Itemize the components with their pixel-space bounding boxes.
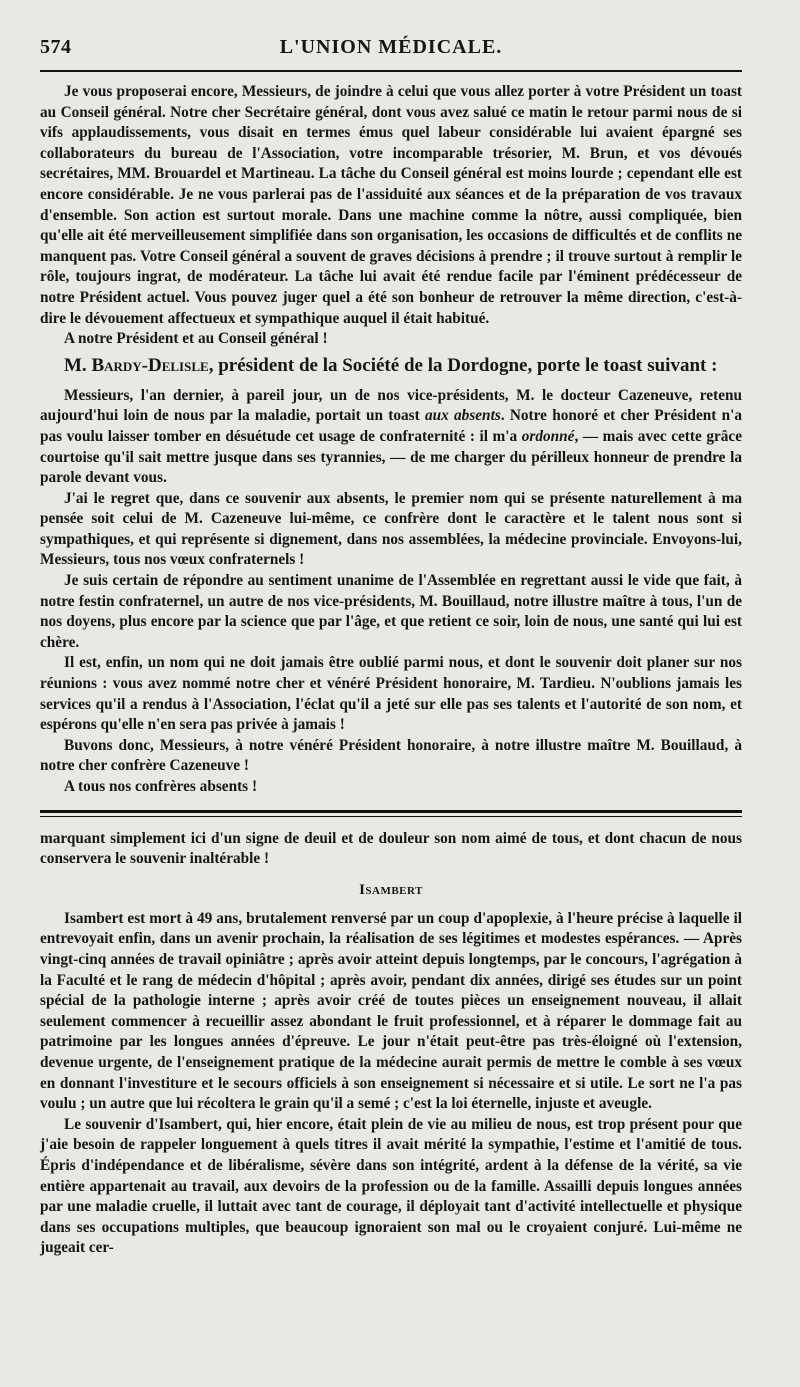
paragraph: A notre Président et au Conseil général ! [64, 330, 328, 348]
header-rule [40, 70, 742, 72]
paragraph: J'ai le regret que, dans ce souvenir aux absents, le premier nom qui se présente naturellement à ma pensée soit celui de M. Cazeneuve lui-même, ce confrère dont le caractère et le talent nous sont si sympathiques, et qui représente si dignement, dans nos assemblées, la médecine provinciale. Envoyons-lui, Messieurs, tous nos vœux confraternels ! [40, 489, 742, 569]
toast-heading [40, 354, 742, 378]
text-run: . Notre honoré et cher Président n'a pas voulu laisser tomber en désuétude cet usage de confraternité : il m'a [40, 407, 742, 445]
obituary-section [40, 829, 742, 1259]
section-divider [40, 810, 742, 817]
paragraph [40, 386, 742, 489]
italic-text: ordonné [521, 427, 575, 445]
paragraph: Il est, enfin, un nom qui ne doit jamais être oublié parmi nous, et dont le souvenir doit planer sur nos réunions : vous avez nommé notre cher et vénéré Président honoraire, M. Tardieu. N'oublions jamais les services qu'il a rendus à l'Association, l'éclat qu'il a jeté sur elle pas ses talents et l'autorité de son nom, et espérons qu'elle n'en sera pas privée à jamais ! [40, 654, 742, 734]
council-toast-section [40, 82, 742, 798]
text-run: , — mais avec cette grâce courtoise qu'il sait mettre jusque dans ses tyrannies, — de me charger du périlleux honneur de prendre la parole devant vous. [40, 427, 742, 487]
paragraph: Le souvenir d'Isambert, qui, hier encore, était plein de vie au milieu de nous, est trop présent pour que j'aie besoin de rappeler longuement à quels titres il avait mérité la sympathie, l'estime et l'amitié de tous. Épris d'indépendance et de libéralisme, sévère dans son intégrité, ardent à la défense de la vérité, sa vie entière appartenait au travail, aux devoirs de la profession ou de la famille. Assailli depuis longues années par une maladie cruelle, il luttait avec tant de courage, il déployait tant d'activité intellectuelle et physique dans ses occupations multiples, que beaucoup ignoraient son mal ou le croyaient conjuré. Lui-même ne jugeait cer- [40, 1115, 742, 1257]
speaker-rest: , président de la Société de la Dordogne, porte le toast suivant : [208, 354, 718, 376]
continuation-paragraph: marquant simplement ici d'un signe de deuil et de douleur son nom aimé de tous, et dont chacun de nous conservera le souvenir inaltérable ! [40, 829, 742, 868]
journal-title: L'UNION MÉDICALE. [279, 36, 503, 58]
obituary-title: Isambert [359, 881, 423, 898]
italic-text: aux absents [424, 407, 501, 425]
speaker-name: Bardy-Delisle [91, 354, 209, 376]
paragraph: Buvons donc, Messieurs, à notre vénéré Président honoraire, à notre illustre maître M. Bouillaud, à notre cher confrère Cazeneuve ! [40, 736, 742, 775]
running-head [40, 22, 742, 62]
speaker-prefix: M. [64, 354, 92, 376]
paragraph: Je suis certain de répondre au sentiment unanime de l'Assemblée en regrettant aussi le vide que fait, à notre festin confraternel, un autre de nos vice-présidents, M. Bouillaud, notre illustre maître à tous, l'un de nos doyens, plus encore par la science que par l'âge, et que retient ce soir, loin de nous, une santé qui lui est chère. [40, 572, 742, 651]
text-run: Messieurs, l'an dernier, à pareil jour, un de nos vice-présidents, M. le docteur Cazeneuve, retenu aujourd'hui loin de nous par la maladie, portait un toast [40, 386, 742, 425]
paragraph: A tous nos confrères absents ! [64, 778, 258, 795]
paragraph: Isambert est mort à 49 ans, brutalement renversé par un coup d'apoplexie, à l'heure précise à laquelle il entrevoyait enfin, dans un avenir prochain, la réalisation de ses légitimes et modestes espérances. — Après vingt-cinq années de travail opiniâtre ; après avoir atteint depuis longtemps, par le concours, l'agrégation à la Faculté et le rang de médecin d'hôpital ; après avoir, pendant dix années, dirigé ses études sur un point spécial de la pathologie interne ; après avoir créé de toutes pièces un enseignement nouveau, il allait seulement commencer à recueillir assez abondant le fruit professionnel, et à réparer le dommage fait au patrimoine par les longues années d'épreuve. Le jour n'était peut-être pas très-éloigné où l'extension, devenue urgente, de l'enseignement pratique de la médecine aurait permis de mettre le comble à ses vœux en donnant l'investiture et le secours officiels à son enseignement si nécessaire et si utile. Le sort ne l'a pas voulu ; un autre que lui récoltera le grain qu'il a semé ; c'est la loi éternelle, injuste et aveugle. [40, 909, 742, 1113]
paragraph: Je vous proposerai encore, Messieurs, de joindre à celui que vous allez porter à votre Président un toast au Conseil général. Notre cher Secrétaire général, dont vous avez salué ce matin le retour parmi nous de si vifs applaudissements, vous disait en termes émus quel labeur considérable lui avaient épargné ses collaborateurs du bureau de l'Association, votre incomparable trésorier, M. Brun, et vos dévoués secrétaires, MM. Brouardel et Martineau. La tâche du Conseil général est moins lourde ; cependant elle est encore considérable. Je ne vous parlerai pas de l'assiduité aux séances et de la préparation de vos travaux d'ensemble. Son action est surtout morale. Dans une machine comme la nôtre, aussi compliquée, bien qu'elle ait été merveilleusement simplifiée dans son organisation, les occasions de difficultés et de conflits ne manquent pas. Votre Conseil général a souvent de graves décisions à prendre ; il trouve surtout à remplir le rôle, toujours ingrat, de modérateur. La tâche lui avait été rendue facile par l'éminent prédécesseur de notre Président actuel. Vous pouvez juger quel a été son bonheur de retrouver la même direction, c'est-à-dire le dévouement affectueux et sympathique auquel il était habitué. [40, 83, 742, 327]
page-number: 574 [40, 36, 72, 58]
